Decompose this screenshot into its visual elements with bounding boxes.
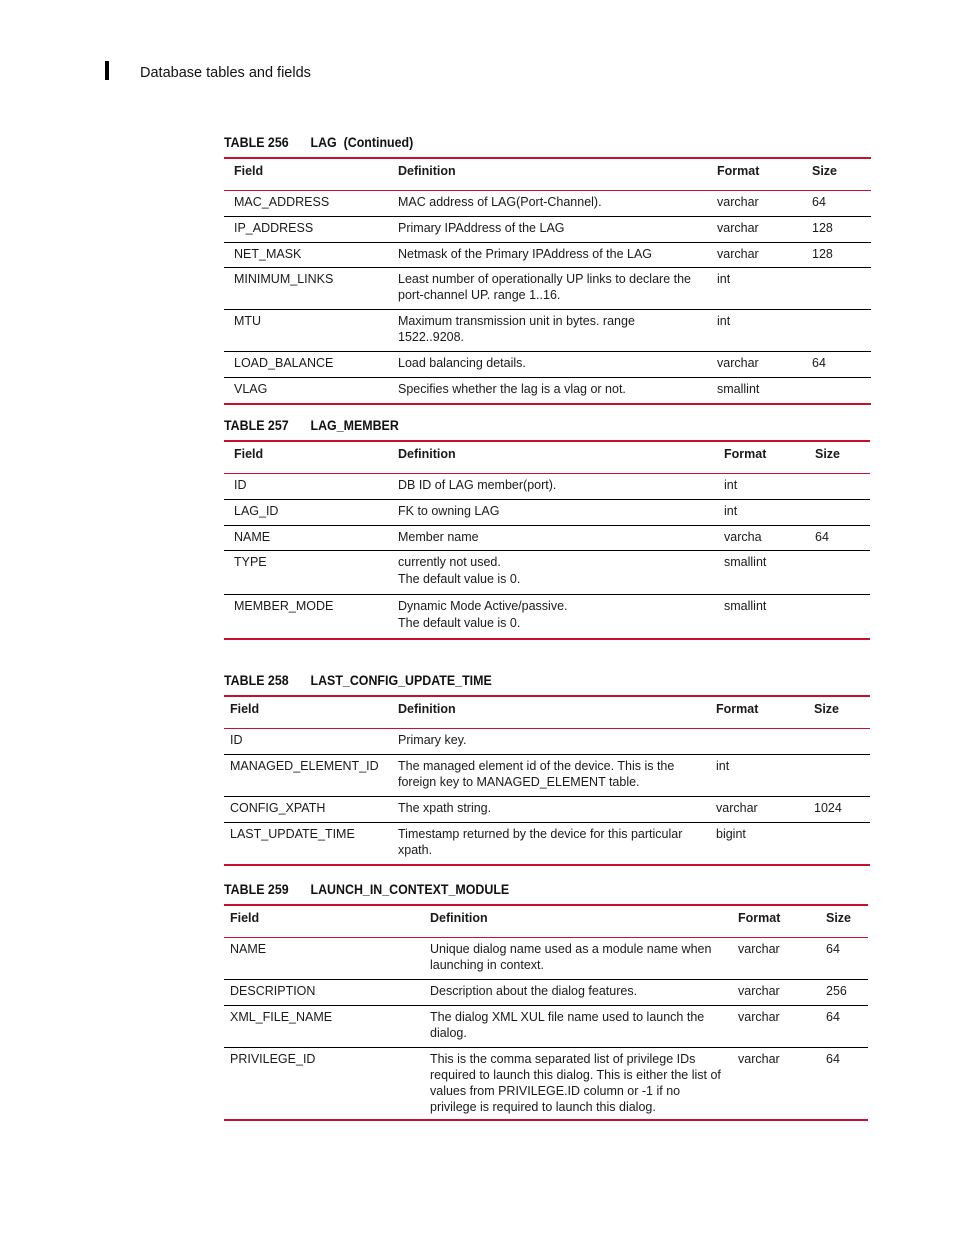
format-cell: varchar — [732, 1048, 820, 1121]
definition-cell: DB ID of LAG member(port). — [392, 474, 713, 500]
table-row — [224, 268, 871, 310]
definition-cell: Least number of operationally UP links to declare the port-channel UP. range 1..16. — [392, 268, 708, 310]
format-cell: int — [713, 474, 809, 500]
table-row — [224, 595, 870, 639]
field-cell: XML_FILE_NAME — [224, 1006, 424, 1048]
column-header: Format — [732, 905, 820, 938]
field-cell: VLAG — [224, 378, 392, 404]
page-header-title: Database tables and fields — [140, 65, 311, 81]
definition-cell: The xpath string. — [392, 797, 710, 823]
field-cell: LAST_UPDATE_TIME — [224, 823, 392, 865]
field-cell: MINIMUM_LINKS — [224, 268, 392, 310]
format-cell: varchar — [708, 191, 806, 217]
table-row — [224, 938, 868, 980]
table-row — [224, 500, 870, 526]
table-caption — [224, 135, 819, 157]
size-cell: 64 — [820, 1048, 868, 1121]
column-header: Size — [809, 441, 870, 474]
table-number: TABLE 256 — [224, 135, 289, 150]
definition-cell: Netmask of the Primary IPAddress of the LAG — [392, 243, 708, 268]
definition-cell: MAC address of LAG(Port-Channel). — [392, 191, 708, 217]
size-cell — [808, 755, 870, 797]
format-cell: varchar — [710, 797, 808, 823]
table-row — [224, 474, 870, 500]
format-cell: bigint — [710, 823, 808, 865]
table-header-row — [224, 441, 870, 474]
field-cell: ID — [224, 729, 392, 755]
definition-cell: FK to owning LAG — [392, 500, 713, 526]
table-row — [224, 729, 870, 755]
column-header: Format — [710, 696, 808, 729]
table-row — [224, 1048, 868, 1121]
column-header: Format — [713, 441, 809, 474]
table-title: LAG_MEMBER — [310, 418, 399, 433]
table-lag — [224, 135, 871, 405]
size-cell — [809, 595, 870, 639]
column-header: Size — [808, 696, 870, 729]
format-cell: varchar — [708, 217, 806, 243]
size-cell: 64 — [820, 938, 868, 980]
field-cell: PRIVILEGE_ID — [224, 1048, 424, 1121]
table-row — [224, 310, 871, 352]
table-row — [224, 217, 871, 243]
table-number: TABLE 257 — [224, 418, 289, 433]
format-cell: varchar — [732, 938, 820, 980]
size-cell — [808, 823, 870, 865]
format-cell: varchar — [732, 980, 820, 1006]
size-cell: 128 — [806, 243, 871, 268]
table-caption — [224, 673, 818, 695]
column-header: Field — [224, 905, 424, 938]
data-table — [224, 695, 870, 866]
table-title: LAST_CONFIG_UPDATE_TIME — [310, 673, 492, 688]
field-cell: MTU — [224, 310, 392, 352]
definition-cell: Primary IPAddress of the LAG — [392, 217, 708, 243]
size-cell: 64 — [806, 352, 871, 378]
change-bar — [105, 61, 109, 80]
size-cell — [809, 474, 870, 500]
definition-cell: Primary key. — [392, 729, 710, 755]
format-cell: varchar — [708, 352, 806, 378]
field-cell: TYPE — [224, 551, 392, 595]
definition-cell: The managed element id of the device. This is the foreign key to MANAGED_ELEMENT table. — [392, 755, 710, 797]
definition-cell: Specifies whether the lag is a vlag or not. — [392, 378, 708, 404]
table-row — [224, 1006, 868, 1048]
field-cell: DESCRIPTION — [224, 980, 424, 1006]
definition-cell: Timestamp returned by the device for this particular xpath. — [392, 823, 710, 865]
format-cell: int — [708, 310, 806, 352]
table-title: LAUNCH_IN_CONTEXT_MODULE — [310, 882, 510, 897]
table-row — [224, 755, 870, 797]
size-cell: 256 — [820, 980, 868, 1006]
definition-cell: This is the comma separated list of privilege IDs required to launch this dialog. This is either the list of values from PRIVILEGE.ID column or -1 if no privilege is required to launch this dialog. — [424, 1048, 732, 1121]
table-last-config-update-time — [224, 673, 870, 866]
table-row — [224, 526, 870, 551]
table-row — [224, 378, 871, 404]
field-cell: MANAGED_ELEMENT_ID — [224, 755, 392, 797]
definition-cell: currently not used. The default value is 0. — [392, 551, 713, 595]
column-header: Field — [224, 441, 392, 474]
field-cell: LOAD_BALANCE — [224, 352, 392, 378]
field-cell: MEMBER_MODE — [224, 595, 392, 639]
format-cell: smallint — [713, 595, 809, 639]
format-cell — [710, 729, 808, 755]
field-cell: NAME — [224, 938, 424, 980]
format-cell: smallint — [713, 551, 809, 595]
size-cell — [806, 310, 871, 352]
field-cell: LAG_ID — [224, 500, 392, 526]
table-number: TABLE 259 — [224, 882, 289, 897]
field-cell: MAC_ADDRESS — [224, 191, 392, 217]
table-caption — [224, 882, 816, 904]
size-cell: 64 — [820, 1006, 868, 1048]
table-row — [224, 797, 870, 823]
size-cell — [806, 268, 871, 310]
table-row — [224, 551, 870, 595]
table-row — [224, 823, 870, 865]
field-cell: NAME — [224, 526, 392, 551]
format-cell: int — [708, 268, 806, 310]
table-lag-member — [224, 418, 870, 640]
definition-cell: Description about the dialog features. — [424, 980, 732, 1006]
size-cell: 64 — [806, 191, 871, 217]
table-row — [224, 243, 871, 268]
table-row — [224, 980, 868, 1006]
field-cell: IP_ADDRESS — [224, 217, 392, 243]
column-header: Definition — [424, 905, 732, 938]
table-launch-in-context-module — [224, 882, 868, 1121]
definition-cell: Load balancing details. — [392, 352, 708, 378]
definition-cell: Unique dialog name used as a module name when launching in context. — [424, 938, 732, 980]
definition-cell: Maximum transmission unit in bytes. range 1522..9208. — [392, 310, 708, 352]
table-row — [224, 191, 871, 217]
column-header: Definition — [392, 158, 708, 191]
table-header-row — [224, 158, 871, 191]
column-header: Size — [806, 158, 871, 191]
field-cell: NET_MASK — [224, 243, 392, 268]
size-cell — [806, 378, 871, 404]
column-header: Field — [224, 158, 392, 191]
table-title: LAG (Continued) — [310, 135, 414, 150]
definition-cell: Dynamic Mode Active/passive. The default value is 0. — [392, 595, 713, 639]
format-cell: int — [710, 755, 808, 797]
size-cell — [808, 729, 870, 755]
format-cell: smallint — [708, 378, 806, 404]
table-header-row — [224, 696, 870, 729]
column-header: Definition — [392, 441, 713, 474]
field-cell: CONFIG_XPATH — [224, 797, 392, 823]
column-header: Format — [708, 158, 806, 191]
definition-cell: The dialog XML XUL file name used to launch the dialog. — [424, 1006, 732, 1048]
field-cell: ID — [224, 474, 392, 500]
size-cell: 1024 — [808, 797, 870, 823]
data-table — [224, 904, 868, 1121]
table-caption — [224, 418, 818, 440]
table-number: TABLE 258 — [224, 673, 289, 688]
column-header: Definition — [392, 696, 710, 729]
size-cell: 64 — [809, 526, 870, 551]
size-cell — [809, 500, 870, 526]
column-header: Field — [224, 696, 392, 729]
format-cell: int — [713, 500, 809, 526]
data-table — [224, 440, 870, 640]
table-row — [224, 352, 871, 378]
format-cell: varchar — [732, 1006, 820, 1048]
data-table — [224, 157, 871, 405]
size-cell — [809, 551, 870, 595]
format-cell: varcha — [713, 526, 809, 551]
table-header-row — [224, 905, 868, 938]
size-cell: 128 — [806, 217, 871, 243]
format-cell: varchar — [708, 243, 806, 268]
column-header: Size — [820, 905, 868, 938]
definition-cell: Member name — [392, 526, 713, 551]
